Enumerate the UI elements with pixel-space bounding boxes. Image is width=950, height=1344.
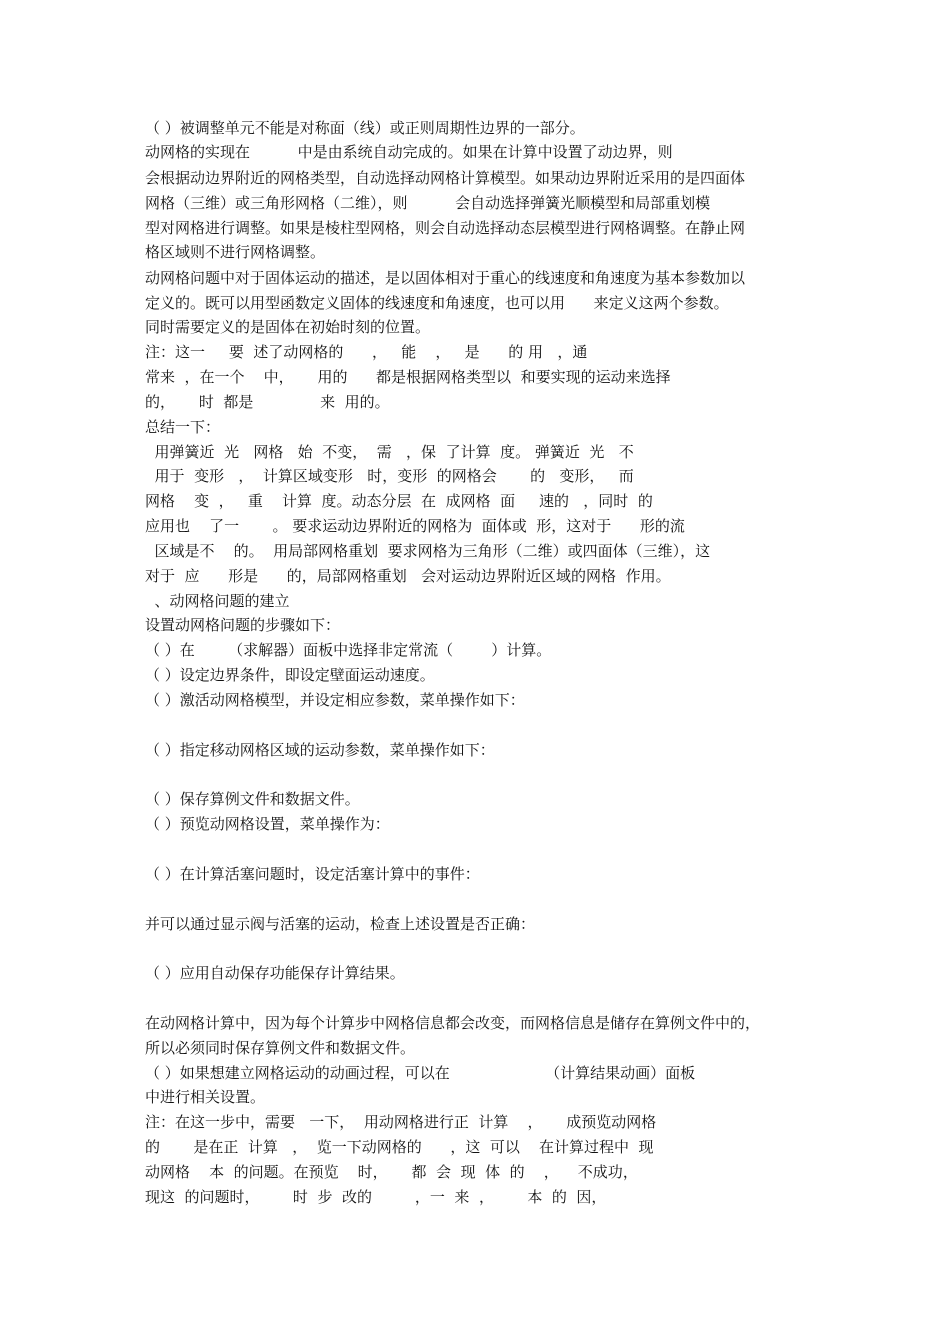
text-line: 注：这一 要 述了动网格的 ， 能 ， 是 的 用 ，通 (145, 343, 588, 361)
step-item: （ ）指定移动网格区域的运动参数，菜单操作如下： (145, 741, 495, 759)
text-line: 会根据动边界附近的网格类型，自动选择动网格计算模型。如果动边界附近采用的是四面体 (145, 169, 746, 187)
text-line: 网格（三维）或三角形网格（二维），则 会自动选择弹簧光顺模型和局部重划模 (145, 194, 711, 212)
text-line: 用弹簧近 光 网格 始 不变， 需 ，保 了计算 度。 弹簧近 光 不 (145, 443, 634, 461)
step-item: （ ）激活动网格模型，并设定相应参数，菜单操作如下： (145, 691, 525, 709)
step-item: （ ）如果想建立网格运动的动画过程，可以在 （计算结果动画）面板 (145, 1064, 696, 1082)
text-line: 对于 应 形是 的，局部网格重划 会对运动边界附近区域的网格 作用。 (145, 567, 671, 585)
text-line: 型对网格进行调整。如果是棱柱型网格，则会自动选择动态层模型进行网格调整。在静止网 (145, 219, 746, 237)
text-line: 的， 时 都是 来 用的。 (145, 393, 390, 411)
text-line: 所以必须同时保存算例文件和数据文件。 (145, 1039, 416, 1057)
step-item: （ ）在计算活塞问题时，设定活塞计算中的事件： (145, 865, 480, 883)
text-line: （ ）被调整单元不能是对称面（线）或正则周期性边界的一部分。 (145, 119, 585, 137)
text-line: 设置动网格问题的步骤如下： (145, 616, 341, 634)
step-item: （ ）应用自动保存功能保存计算结果。 (145, 964, 405, 982)
text-line: 格区域则不进行网格调整。 (145, 243, 326, 261)
text-line: 动网格的实现在 中是由系统自动完成的。如果在计算中设置了动边界，则 (145, 143, 673, 161)
text-line: 注：在这一步中，需要 一下， 用动网格进行正 计算 ， 成预览动网格 (145, 1113, 657, 1131)
step-item: （ ）在 （求解器）面板中选择非定常流（ ）计算。 (145, 641, 552, 659)
step-item: （ ）预览动网格设置，菜单操作为： (145, 815, 390, 833)
text-line: 用于 变形 ， 计算区域变形 时，变形 的网格会 的 变形， 而 (145, 467, 634, 485)
text-line: 动网格问题中对于固体运动的描述，是以固体相对于重心的线速度和角速度为基本参数加以 (145, 269, 746, 287)
text-line: 网格 变 ， 重 计算 度。动态分层 在 成网格 面 速的 ，同时 的 (145, 492, 653, 510)
text-line: 动网格 本 的问题。在预览 时， 都 会 现 体 的 ， 不成功， (145, 1163, 638, 1181)
text-line: 并可以通过显示阀与活塞的运动，检查上述设置是否正确： (145, 915, 536, 933)
section-heading: 、动网格问题的建立 (145, 592, 290, 610)
step-item: （ ）设定边界条件，即设定壁面运动速度。 (145, 666, 435, 684)
text-line: 常来 ，在一个 中， 用的 都是根据网格类型以 和要实现的运动来选择 (145, 368, 671, 386)
text-line: 在动网格计算中，因为每个计算步中网格信息都会改变，而网格信息是储存在算例文件中的， (145, 1014, 761, 1032)
text-line: 总结一下： (145, 418, 221, 436)
text-line: 中进行相关设置。 (145, 1088, 266, 1106)
text-line: 的 是在正 计算 ， 览一下动网格的 ，这 可以 在计算过程中 现 (145, 1138, 654, 1156)
step-item: （ ）保存算例文件和数据文件。 (145, 790, 360, 808)
text-line: 区域是不 的。 用局部网格重划 要求网格为三角形（二维）或四面体（三维），这 (145, 542, 711, 560)
text-line: 应用也 了一 。 要求运动边界附近的网格为 面体或 形，这对于 形的流 (145, 517, 685, 535)
text-line: 同时需要定义的是固体在初始时刻的位置。 (145, 318, 431, 336)
text-line: 定义的。既可以用型函数定义固体的线速度和角速度，也可以用 来定义这两个参数。 (145, 294, 729, 312)
text-line: 现这 的问题时， 时 步 改的 ，一 来 ， 本 的 因， (145, 1188, 607, 1206)
